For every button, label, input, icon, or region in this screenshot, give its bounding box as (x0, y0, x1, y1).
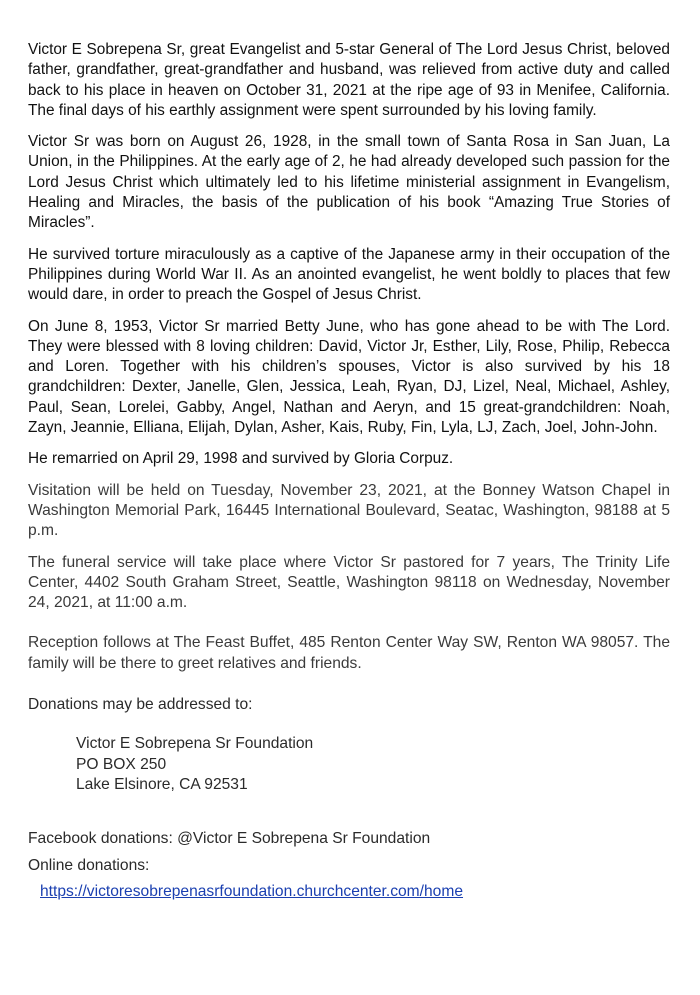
family-paragraph: On June 8, 1953, Victor Sr married Betty June, who has gone ahead to be with The Lord. They were blessed with 8 loving children: David, Victor Jr, Esther, Lily, Rose, Philip, Rebecca and Loren. Together with his children’s spouses, Victor is also survived by his 18 grandchildren: Dexter, Janelle, Glen, Jessica, Leah, Ryan, DJ, Lizel, Neal, Michael, Ashley, Paul, Sean, Lorelei, Gabby, Angel, Nathan and Aeryn, and 15 great-grandchildren: Noah, Zayn, Jeannie, Elliana, Elijah, Dylan, Asher, Kais, Ruby, Fin, Lyla, LJ, Zach, Joel, John-John. (28, 317, 670, 437)
address-foundation-name: Victor E Sobrepena Sr Foundation (76, 735, 314, 753)
address-city-state-zip: Lake Elsinore, CA 92531 (76, 776, 248, 794)
obituary-document (28, 40, 670, 901)
facebook-donations: Facebook donations: @Victor E Sobrepena Sr Foundation (28, 829, 431, 847)
online-donations-link[interactable]: https://victoresobrepenasrfoundation.churchcenter.com/home (40, 882, 464, 900)
funeral-service-paragraph: The funeral service will take place where Victor Sr pastored for 7 years, The Trinity Life Center, 4402 South Graham Street, Seattle, Washington 98118 on Wednesday, November 24, 2021, at 11:00 a.m. (28, 553, 670, 612)
remarriage-paragraph: He remarried on April 29, 1998 and survived by Gloria Corpuz. (28, 450, 454, 468)
reception-paragraph: Reception follows at The Feast Buffet, 485 Renton Center Way SW, Renton WA 98057. The family will be there to greet relatives and friends. (28, 634, 670, 672)
war-survival-paragraph: He survived torture miraculously as a captive of the Japanese army in their occupation of the Philippines during World War II. As an anointed evangelist, he went boldly to places that few would dare, in order to preach the Gospel of Jesus Christ. (28, 245, 670, 304)
donation-address (76, 734, 670, 796)
donations-intro: Donations may be addressed to: (28, 696, 253, 714)
biography-paragraph: Victor Sr was born on August 26, 1928, in the small town of Santa Rosa in San Juan, La Union, in the Philippines. At the early age of 2, he had already developed such passion for the Lord Jesus Christ which ultimately led to his lifetime ministerial assignment in Evangelism, Healing and Miracles, the basis of the publication of his book “Amazing True Stories of Miracles”. (28, 133, 670, 232)
visitation-paragraph: Visitation will be held on Tuesday, November 23, 2021, at the Bonney Watson Chapel in Washington Memorial Park, 16445 International Boulevard, Seatac, Washington, 98188 at 5 p.m. (28, 481, 670, 540)
online-donations-label: Online donations: (28, 856, 150, 874)
address-po-box: PO BOX 250 (76, 755, 167, 773)
obituary-intro-paragraph: Victor E Sobrepena Sr, great Evangelist and 5-star General of The Lord Jesus Christ, beloved father, grandfather, great-grandfather and husband, was relieved from active duty and called back to his place in heaven on October 31, 2021 at the ripe age of 93 in Menifee, California. The final days of his earthly assignment were spent surrounded by his loving family. (28, 41, 670, 119)
